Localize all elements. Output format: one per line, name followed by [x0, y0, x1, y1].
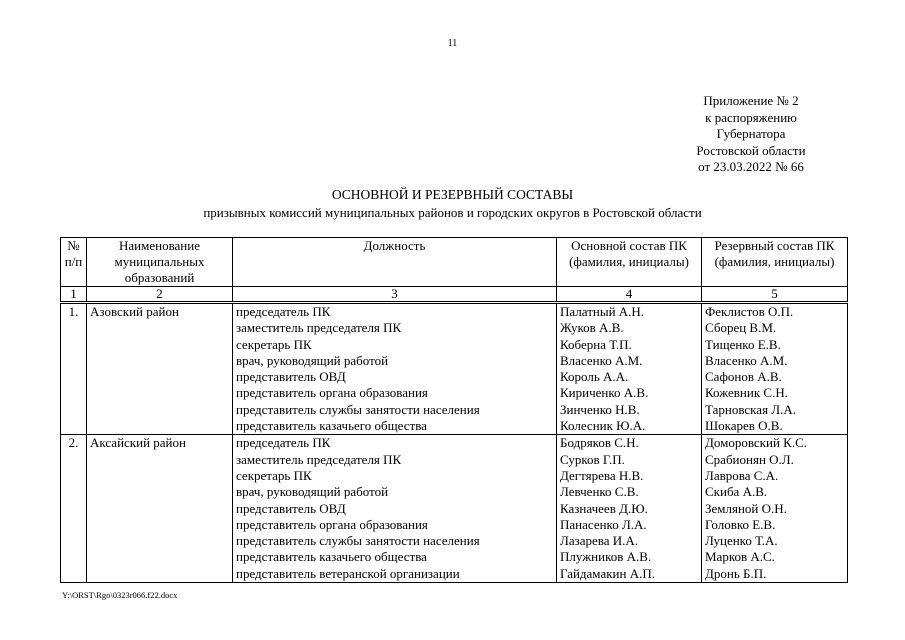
- main-staff-list-line: Плужников А.В.: [560, 549, 652, 565]
- main-staff-list-line: Лазарева И.А.: [560, 533, 639, 549]
- reserve-staff-list-line: Тищенко Е.В.: [705, 336, 781, 352]
- main-staff-list-line: Левченко С.В.: [560, 484, 639, 500]
- table-row: [61, 435, 848, 583]
- column-number: 1: [61, 287, 87, 303]
- reserve-staff-list-line: Власенко А.М.: [705, 352, 788, 368]
- reserve-staff-list-line: Сборец В.М.: [705, 320, 777, 336]
- column-number: 3: [233, 287, 557, 303]
- position-list-line: секретарь ПК: [236, 336, 312, 352]
- table-header-row: [61, 238, 848, 287]
- reserve-staff-list-line: Головко Е.В.: [705, 516, 776, 532]
- main-staff-list-line: Панасенко Л.А.: [560, 516, 647, 532]
- position-list-line: врач, руководящий работой: [236, 484, 389, 500]
- main-staff-list-line: Казначеев Д.Ю.: [560, 500, 648, 516]
- reserve-staff-list-line: Дронь Б.П.: [705, 565, 767, 581]
- appendix-block: [640, 93, 862, 176]
- reserve-staff-list-line: Кожевник С.Н.: [705, 385, 788, 401]
- column-number: 5: [702, 287, 848, 303]
- document-subtitle: призывных комиссий муниципальных районов и городских округов в Ростовской области: [203, 205, 702, 220]
- main-staff-list-line: Сурков Г.П.: [560, 451, 625, 467]
- position-list-line: представитель ОВД: [236, 500, 346, 516]
- position-list-line: представитель казачьего общества: [236, 418, 427, 434]
- position-list: [233, 303, 557, 435]
- appendix-line: Губернатора: [716, 126, 786, 142]
- reserve-staff-list-line: Срабионян О.Л.: [705, 451, 794, 467]
- reserve-staff-list-line: Марков А.С.: [705, 549, 775, 565]
- position-list-line: врач, руководящий работой: [236, 352, 389, 368]
- main-staff-list-line: Коберна Т.П.: [560, 336, 632, 352]
- appendix-line: Приложение № 2: [703, 93, 799, 108]
- municipality-name: Азовский район: [87, 303, 233, 435]
- position-list-line: секретарь ПК: [236, 467, 312, 483]
- position-list-line: заместитель председателя ПК: [236, 451, 402, 467]
- appendix-line: к распоряжению: [705, 109, 797, 125]
- position-list-line: заместитель председателя ПК: [236, 320, 402, 336]
- main-staff-list-line: Бодряков С.Н.: [560, 435, 639, 451]
- position-list-line: представитель органа образования: [236, 385, 428, 401]
- position-list-line: представитель ветеранской организации: [236, 565, 460, 581]
- header-name: Наименование муниципальных образований: [87, 238, 233, 287]
- main-staff-list-line: Палатный А.Н.: [560, 304, 645, 319]
- position-list-line: представитель органа образования: [236, 516, 428, 532]
- header-main-staff: Основной состав ПК (фамилия, инициалы): [557, 238, 702, 287]
- row-number: 1.: [61, 303, 87, 435]
- reserve-staff-list-line: Тарновская Л.А.: [705, 401, 796, 417]
- commission-table: [60, 237, 848, 583]
- reserve-staff-list-line: Луценко Т.А.: [705, 533, 778, 549]
- position-list-line: председатель ПК: [236, 435, 331, 451]
- reserve-staff-list-line: Земляной О.Н.: [705, 500, 787, 516]
- main-staff-list-line: Колесник Ю.А.: [560, 418, 646, 434]
- row-number: 2.: [61, 435, 87, 583]
- main-staff-list-line: Власенко А.М.: [560, 352, 643, 368]
- page-number: 11: [447, 38, 458, 49]
- main-staff-list-line: Гайдамакин А.П.: [560, 565, 655, 581]
- reserve-staff-list-line: Скиба А.В.: [705, 484, 768, 500]
- main-staff-list-line: Король А.А.: [560, 369, 629, 385]
- reserve-staff-list-line: Лаврова С.А.: [705, 467, 779, 483]
- header-reserve-staff: Резервный состав ПК (фамилия, инициалы): [702, 238, 848, 287]
- position-list-line: представитель ОВД: [236, 369, 346, 385]
- appendix-line: Ростовской области: [696, 142, 806, 158]
- position-list-line: представитель службы занятости населения: [236, 401, 480, 417]
- document-title: ОСНОВНОЙ И РЕЗЕРВНЫЙ СОСТАВЫ: [331, 187, 574, 202]
- column-number-row: [61, 287, 848, 303]
- position-list-line: представитель службы занятости населения: [236, 533, 480, 549]
- main-staff-list: [557, 303, 702, 435]
- reserve-staff-list-line: Доморовский К.С.: [705, 435, 808, 451]
- main-staff-list-line: Дегтярева Н.В.: [560, 467, 644, 483]
- table-row: [61, 303, 848, 435]
- reserve-staff-list: [702, 435, 848, 583]
- main-staff-list-line: Кириченко А.В.: [560, 385, 649, 401]
- reserve-staff-list: [702, 303, 848, 435]
- reserve-staff-list-line: Сафонов А.В.: [705, 369, 782, 385]
- column-number: 2: [87, 287, 233, 303]
- position-list-line: председатель ПК: [236, 304, 331, 319]
- municipality-name: Аксайский район: [87, 435, 233, 583]
- main-staff-list-line: Зинченко Н.В.: [560, 401, 640, 417]
- position-list-line: представитель казачьего общества: [236, 549, 427, 565]
- appendix-line: от 23.03.2022 № 66: [698, 159, 804, 175]
- column-number: 4: [557, 287, 702, 303]
- reserve-staff-list-line: Феклистов О.П.: [705, 304, 794, 319]
- file-path-footer: Y:\ORST\Rgo\0323r066.f22.docx: [62, 590, 178, 600]
- position-list: [233, 435, 557, 583]
- reserve-staff-list-line: Шокарев О.В.: [705, 418, 783, 434]
- main-staff-list-line: Жуков А.В.: [560, 320, 624, 336]
- main-staff-list: [557, 435, 702, 583]
- header-num: № п/п: [61, 238, 87, 287]
- header-position: Должность: [233, 238, 557, 287]
